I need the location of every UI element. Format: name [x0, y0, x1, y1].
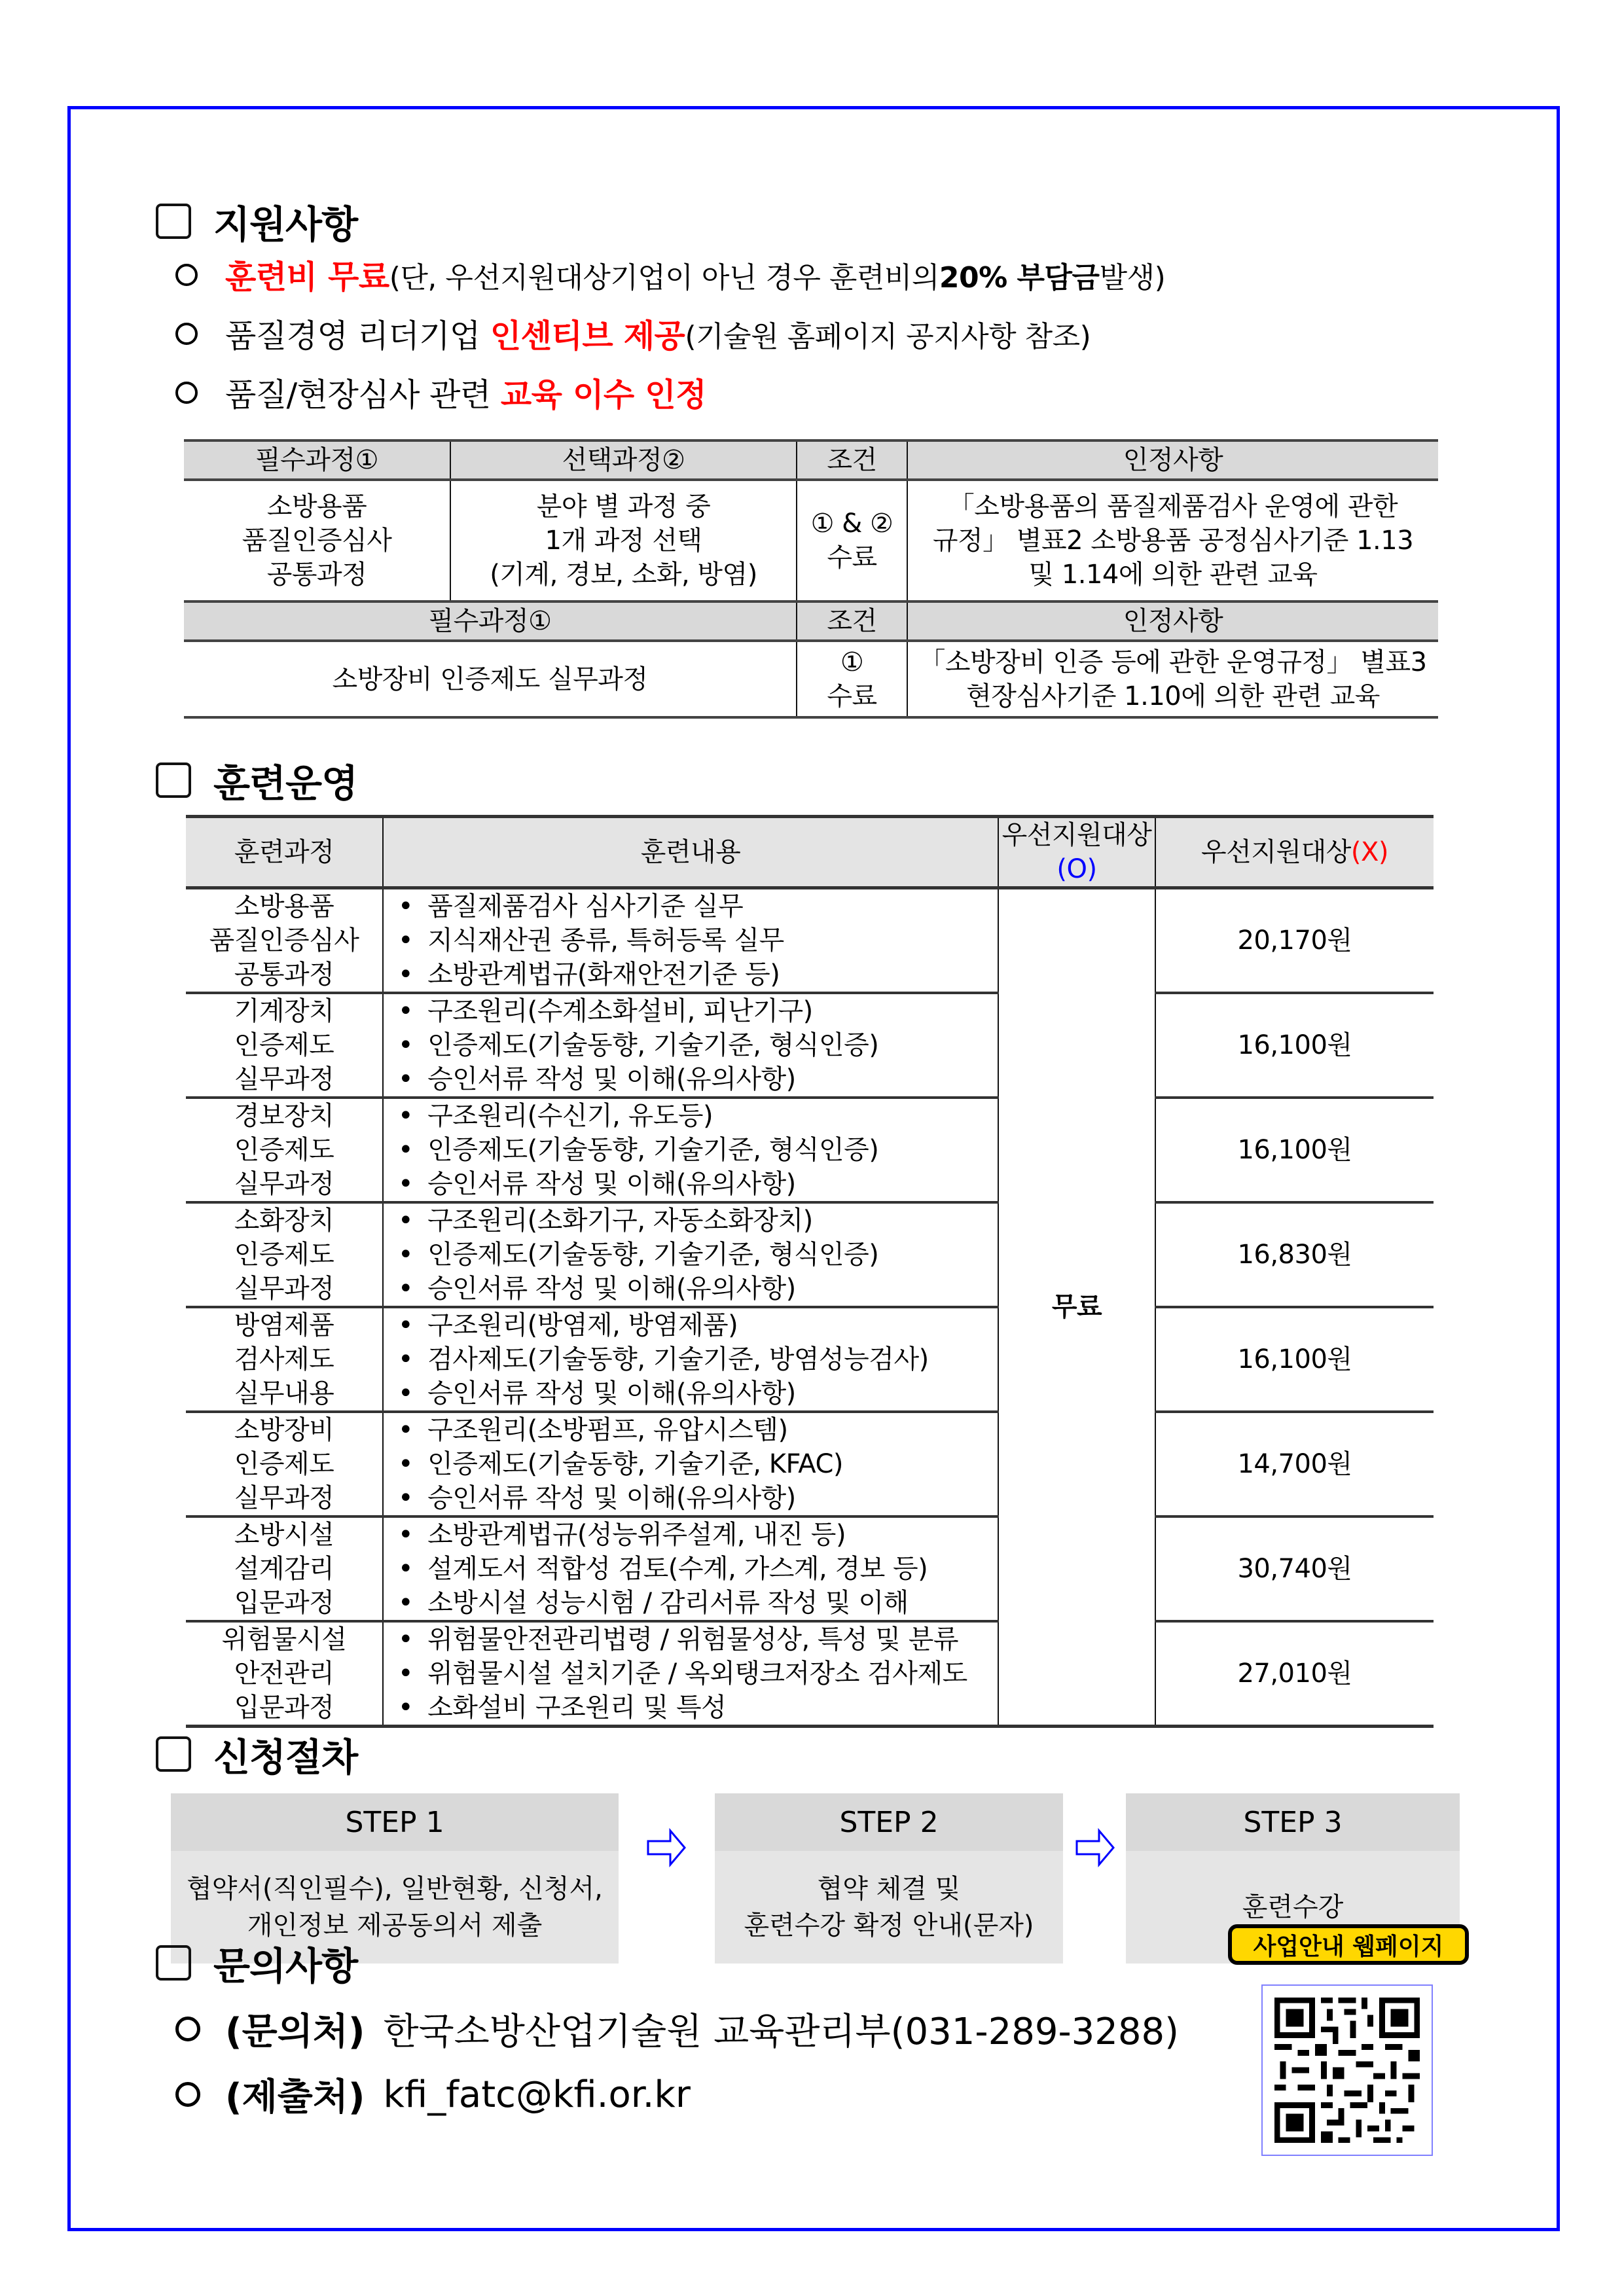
item-text: 품질/현장심사 관련	[225, 376, 501, 414]
cell-course: 경보장치 인증제도 실무과정	[186, 1098, 383, 1202]
checkbox-icon	[156, 1945, 191, 1981]
circle-bullet-icon	[175, 323, 198, 345]
cell-fee: 16,100원	[1155, 1307, 1434, 1412]
cell-fee: 30,740원	[1155, 1516, 1434, 1621]
table-row	[186, 888, 1434, 994]
highlight-text: 훈련비 무료	[225, 259, 389, 296]
contact-value: 한국소방산업기술원 교육관리부(031-289-3288)	[383, 2011, 1180, 2053]
training-table	[186, 815, 1434, 1728]
contact-inquiry	[175, 2003, 1179, 2055]
header-priority-yes: 우선지원대상(O)	[998, 817, 1155, 888]
cell-content: • 위험물안전관리법령 / 위험물성상, 특성 및 분류 • 위험물시설 설치기준 / 옥외탱크저장소 검사제도 • 소화설비 구조원리 및 특성	[383, 1621, 998, 1727]
support-item-2	[175, 311, 1091, 357]
circle-bullet-icon	[175, 2082, 200, 2107]
support-item-3	[175, 370, 706, 416]
table-row	[184, 480, 1438, 601]
cell-course: 소방장비 인증제도 실무과정	[186, 1412, 383, 1516]
table-row	[186, 993, 1434, 1098]
section-title-text: 신청절차	[213, 1735, 358, 1780]
item-bold-text: 20% 부담금	[939, 261, 1100, 295]
cell-priority-yes-fee: 무료	[998, 888, 1155, 1727]
step-2-box	[715, 1793, 1063, 1964]
contact-label: (문의처)	[225, 2011, 365, 2053]
recognition-table	[184, 439, 1438, 719]
item-text: 발생)	[1099, 261, 1166, 295]
item-text: (기술원 홈페이지 공지사항 참조)	[685, 320, 1091, 353]
cell-content: • 소방관계법규(성능위주설계, 내진 등) • 설계도서 적합성 검토(수계, 가스계, 경보 등) • 소방시설 성능시험 / 감리서류 작성 및 이해	[383, 1516, 998, 1621]
step-label: STEP 2	[715, 1793, 1063, 1851]
table-row	[186, 1621, 1434, 1727]
cell-course: 소방용품 품질인증심사 공통과정	[186, 888, 383, 994]
table-header-row	[186, 817, 1434, 888]
step-body: 훈련수강	[1126, 1851, 1460, 1964]
table-row	[186, 1412, 1434, 1516]
cell-required: 소방장비 인증제도 실무과정	[332, 664, 648, 694]
cell-content: • 구조원리(수계소화설비, 피난기구) • 인증제도(기술동향, 기술기준, 형식인증) • 승인서류 작성 및 이해(유의사항)	[383, 993, 998, 1098]
step-body: 협약 체결 및 훈련수강 확정 안내(문자)	[715, 1851, 1063, 1964]
cell-fee: 16,830원	[1155, 1202, 1434, 1307]
section-title-text: 문의사항	[213, 1944, 358, 1988]
table-row	[186, 1516, 1434, 1621]
section-title-text: 훈련운영	[213, 761, 358, 806]
cell-fee: 14,700원	[1155, 1412, 1434, 1516]
section-title-training	[156, 753, 357, 808]
highlight-text: 인센티브 제공	[490, 317, 685, 355]
checkbox-icon	[156, 762, 191, 798]
header-content: 훈련내용	[383, 817, 998, 888]
header-priority-no: 우선지원대상(X)	[1155, 817, 1434, 888]
circle-bullet-icon	[175, 2017, 200, 2041]
cell-content: • 구조원리(방염제, 방염제품) • 검사제도(기술동향, 기술기준, 방염성능검사) • 승인서류 작성 및 이해(유의사항)	[383, 1307, 998, 1412]
cell-content: • 구조원리(소방펌프, 유압시스템) • 인증제도(기술동향, 기술기준, KFAC) • 승인서류 작성 및 이해(유의사항)	[383, 1412, 998, 1516]
header-condition: 조건	[797, 601, 907, 641]
step-label: STEP 1	[171, 1793, 619, 1851]
header-required: 필수과정①	[184, 440, 450, 480]
cell-course: 소화장치 인증제도 실무과정	[186, 1202, 383, 1307]
cell-condition: ① 수료	[797, 641, 907, 717]
contact-label: (제출처)	[225, 2076, 365, 2119]
arrow-right-icon	[647, 1828, 686, 1867]
circle-bullet-icon	[175, 264, 198, 286]
cell-fee: 27,010원	[1155, 1621, 1434, 1727]
table-row	[186, 1202, 1434, 1307]
section-title-support	[156, 194, 357, 249]
cell-fee: 20,170원	[1155, 888, 1434, 994]
header-condition: 조건	[797, 440, 907, 480]
item-text: (단, 우선지원대상기업이 아닌 경우 훈련비의	[389, 261, 939, 295]
cell-content: • 품질제품검사 심사기준 실무 • 지식재산권 종류, 특허등록 실무 • 소방관계법규(화재안전기준 등)	[383, 888, 998, 994]
cell-recognition: 「소방장비 인증 등에 관한 운영규정」 별표3 현장심사기준 1.10에 의한 관련 교육	[907, 641, 1438, 717]
table-header-row	[184, 440, 1438, 480]
step-label: STEP 3	[1126, 1793, 1460, 1851]
arrow-right-icon	[1075, 1828, 1115, 1867]
highlight-text: 교육 이수 인정	[500, 376, 706, 414]
cell-elective: 분야 별 과정 중 1개 과정 선택 (기계, 경보, 소화, 방염)	[450, 480, 797, 601]
cell-course: 위험물시설 안전관리 입문과정	[221, 1624, 347, 1723]
cell-fee: 16,100원	[1155, 993, 1434, 1098]
section-title-inquiry	[156, 1935, 357, 1990]
checkbox-icon	[156, 204, 191, 239]
table-row	[186, 1098, 1434, 1202]
cell-course: 기계장치 인증제도 실무과정	[186, 993, 383, 1098]
contact-submit	[175, 2068, 691, 2121]
table-header-row-2	[184, 601, 1438, 641]
header-course: 훈련과정	[186, 817, 383, 888]
email-link[interactable]: kfi_fatc@kfi.or.kr	[383, 2073, 691, 2116]
section-title-text: 지원사항	[213, 202, 358, 247]
section-title-procedure	[156, 1727, 357, 1782]
cell-content: • 구조원리(수신기, 유도등) • 인증제도(기술동향, 기술기준, 형식인증) • 승인서류 작성 및 이해(유의사항)	[383, 1098, 998, 1202]
business-webpage-badge[interactable]: 사업안내 웹페이지	[1228, 1924, 1469, 1965]
header-recognition: 인정사항	[907, 440, 1438, 480]
table-row	[186, 1307, 1434, 1412]
cell-recognition: 「소방용품의 품질제품검사 운영에 관한 규정」 별표2 소방용품 공정심사기준 1.13 및 1.14에 의한 관련 교육	[907, 480, 1438, 601]
table-row	[184, 641, 1438, 717]
header-required: 필수과정①	[184, 601, 797, 641]
cell-course: 방염제품 검사제도 실무내용	[186, 1307, 383, 1412]
cell-condition: ① & ② 수료	[797, 480, 907, 601]
header-elective: 선택과정②	[450, 440, 797, 480]
support-item-1	[175, 252, 1165, 298]
item-text: 품질경영 리더기업	[225, 317, 490, 355]
cell-required: 소방용품 품질인증심사 공통과정	[242, 492, 392, 590]
cell-course: 소방시설 설계감리 입문과정	[186, 1516, 383, 1621]
cell-content: • 구조원리(소화기구, 자동소화장치) • 인증제도(기술동향, 기술기준, 형식인증) • 승인서류 작성 및 이해(유의사항)	[383, 1202, 998, 1307]
circle-bullet-icon	[175, 382, 198, 404]
header-recognition: 인정사항	[907, 601, 1438, 641]
cell-fee: 16,100원	[1155, 1098, 1434, 1202]
step-body: 협약서(직인필수), 일반현황, 신청서, 개인정보 제공동의서 제출	[171, 1851, 619, 1964]
checkbox-icon	[156, 1736, 191, 1772]
qr-code-icon[interactable]	[1261, 1984, 1433, 2156]
